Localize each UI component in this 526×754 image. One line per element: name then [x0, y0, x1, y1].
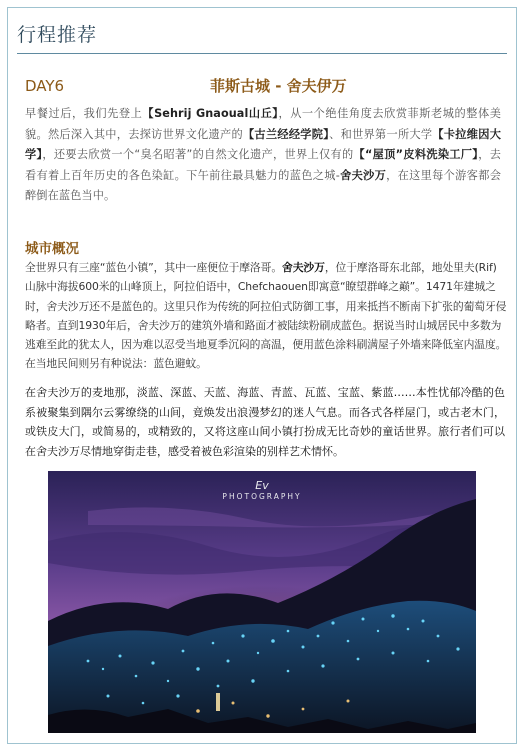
title-divider	[17, 53, 507, 54]
intro-text-segment: ，在这里每个游客都会醉倒在蓝色当中。	[25, 168, 501, 202]
photo-signature: Ev	[255, 479, 269, 492]
intro-text-segment: ，从一个绝佳角度去欣赏菲斯老城的整体美貌。然后深入其中，去探访世界文化遗产的	[25, 107, 501, 141]
town-night-photo	[48, 471, 476, 733]
intro-text-segment: 【古兰经经学院】	[242, 127, 330, 141]
intro-text-segment: 舍夫沙万	[339, 168, 387, 182]
section-heading-city-overview: 城市概况	[25, 241, 79, 257]
overview-text-segment: ，位于摩洛哥东北部，地处里夫(Rif)山脉中海拔600米的山峰顶上，阿拉伯语中，Chefchaouen即寓意“瞭望群峰之巅”。1471年建城之时，舍夫沙万还不是蓝色的。这里只作为传统的阿拉伯式防御工事，用来抵挡不断南下扩张的葡萄牙侵略者。直到1930年后，舍夫沙万的建筑外墙和路面才被陆续粉刷成蓝色。据说当时山城居民中多数为逃难至此的犹太人，因为难以忍受当地夏季沉闷的高温，便用蓝色涂料刷满屋子外墙来降低室内温度。在当地民间则另有种说法：蓝色避蚊。	[25, 261, 507, 371]
intro-text-segment: ，还要去欣赏一个“臭名昭著”的自然文化遗产，世界上仅有的	[42, 148, 354, 161]
intro-text-segment: 【“屋顶”皮料洗染工厂】	[353, 148, 479, 161]
day-label: DAY6	[25, 77, 65, 95]
intro-text-segment: 【Sehrij Gnaoual山丘】	[142, 107, 279, 120]
overview-text-segment: 全世界只有三座“蓝色小镇”，其中一座便位于摩洛哥。	[25, 261, 283, 274]
day-title: 菲斯古城 - 舍夫伊万	[210, 77, 347, 95]
intro-paragraph	[25, 104, 501, 207]
overview-paragraph-2: 在舍夫沙万的麦地那，淡蓝、深蓝、天蓝、海蓝、青蓝、瓦蓝、宝蓝、紫蓝……本性忧郁冷酷的色系被聚集到隅尔云雾缭绕的山间，竟焕发出浪漫梦幻的迷人气息。而各式各样屋门，或古老木门，或铁皮大门，或简易的，或精致的，又将这座山间小镇打扮成无比奇妙的童话世界。旅行者们可以在舍夫沙万尽情地穿街走巷，感受着被色彩渲染的别样艺术情怀。	[25, 386, 505, 458]
intro-text-segment: 早餐过后，我们先登上	[25, 107, 143, 120]
overview-text-segment: 舍夫沙万	[282, 261, 325, 274]
intro-text-segment: 、和世界第一所大学	[329, 127, 433, 141]
photo-watermark: PHOTOGRAPHY	[222, 492, 302, 501]
intro-text-segment: ，去看有着上百年历史的各色染缸。下午前往最具魅力的蓝色之城-	[25, 148, 501, 182]
page-title: 行程推荐	[17, 24, 98, 46]
intro-text-segment: 【卡拉维因大学】	[25, 127, 501, 161]
overview-paragraph	[25, 258, 507, 374]
